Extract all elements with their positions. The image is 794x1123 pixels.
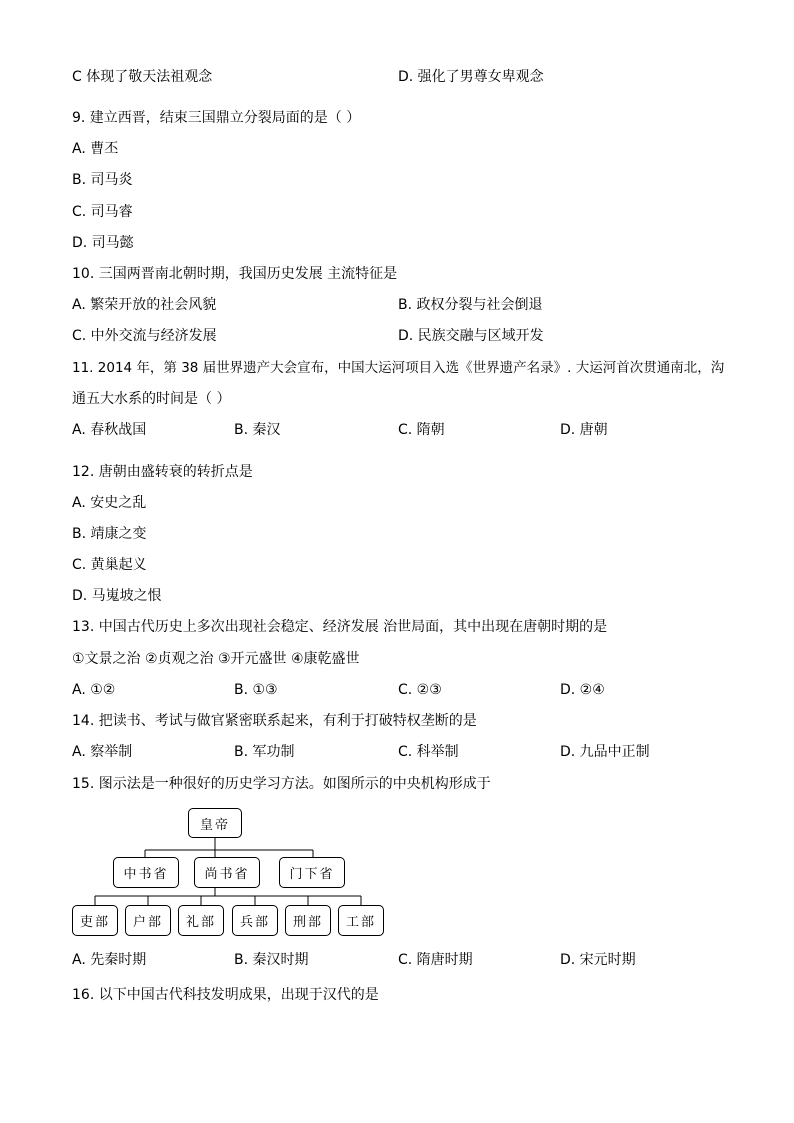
q9-option-c: C. 司马睿 — [72, 204, 133, 220]
diagram-box-bing: 兵部 — [232, 905, 278, 936]
q12-option-a: A. 安史之乱 — [72, 495, 147, 511]
q15-option-b: B. 秦汉时期 — [234, 952, 309, 968]
q10-option-d: D. 民族交融与区域开发 — [398, 328, 544, 344]
q11-option-c: C. 隋朝 — [398, 422, 445, 438]
q11-option-a: A. 春秋战国 — [72, 422, 147, 438]
diagram-box-menxia: 门下省 — [279, 857, 345, 888]
q9-option-b: B. 司马炎 — [72, 172, 133, 188]
q13-option-b: B. ①③ — [234, 682, 278, 698]
central-government-diagram — [70, 805, 390, 940]
q14-stem: 14. 把读书、考试与做官紧密联系起来，有利于打破特权垄断的是 — [72, 713, 477, 729]
q13-option-a: A. ①② — [72, 682, 116, 698]
diagram-box-shangshu: 尚书省 — [194, 857, 260, 888]
q12-option-d: D. 马嵬坡之恨 — [72, 588, 162, 604]
diagram-box-xing: 刑部 — [285, 905, 331, 936]
q13-stem: 13. 中国古代历史上多次出现社会稳定、经济发展 治世局面，其中出现在唐朝时期的是 — [72, 619, 608, 635]
diagram-box-emperor: 皇帝 — [188, 808, 242, 838]
q8-option-d: D. 强化了男尊女卑观念 — [398, 69, 544, 85]
q11-option-d: D. 唐朝 — [560, 422, 608, 438]
q15-stem: 15. 图示法是一种很好的历史学习方法。如图所示的中央机构形成于 — [72, 776, 491, 792]
diagram-box-gong: 工部 — [338, 905, 384, 936]
q11-option-b: B. 秦汉 — [234, 422, 281, 438]
q14-option-b: B. 军功制 — [234, 744, 295, 760]
q12-option-c: C. 黄巢起义 — [72, 557, 147, 573]
diagram-box-hu: 户部 — [125, 905, 171, 936]
q16-stem: 16. 以下中国古代科技发明成果，出现于汉代的是 — [72, 987, 379, 1003]
q15-option-c: C. 隋唐时期 — [398, 952, 473, 968]
q8-option-c: C 体现了敬天法祖观念 — [72, 69, 213, 85]
q12-option-b: B. 靖康之变 — [72, 526, 147, 542]
diagram-box-zhongshu: 中书省 — [113, 857, 179, 888]
q10-stem: 10. 三国两晋南北朝时期，我国历史发展 主流特征是 — [72, 266, 398, 282]
q15-option-a: A. 先秦时期 — [72, 952, 147, 968]
q15-option-d: D. 宋元时期 — [560, 952, 636, 968]
q9-option-a: A. 曹丕 — [72, 141, 119, 157]
q10-option-b: B. 政权分裂与社会倒退 — [398, 297, 543, 313]
q13-items: ①文景之治 ②贞观之治 ③开元盛世 ④康乾盛世 — [72, 651, 360, 667]
q9-stem: 9. 建立西晋，结束三国鼎立分裂局面的是（ ） — [72, 110, 361, 126]
q13-option-d: D. ②④ — [560, 682, 605, 698]
q12-stem: 12. 唐朝由盛转衰的转折点是 — [72, 464, 253, 480]
q14-option-a: A. 察举制 — [72, 744, 133, 760]
q10-option-c: C. 中外交流与经济发展 — [72, 328, 217, 344]
diagram-box-li-personnel: 吏部 — [72, 905, 118, 936]
q10-option-a: A. 繁荣开放的社会风貌 — [72, 297, 217, 313]
q14-option-d: D. 九品中正制 — [560, 744, 650, 760]
q9-option-d: D. 司马懿 — [72, 235, 134, 251]
q14-option-c: C. 科举制 — [398, 744, 459, 760]
q11-stem-line1: 11. 2014 年，第 38 届世界遗产大会宣布，中国大运河项目入选《世界遗产名录》. 大运河首次贯通南北，沟 — [72, 360, 725, 376]
q11-stem-line2: 通五大水系的时间是（ ） — [72, 391, 231, 407]
q13-option-c: C. ②③ — [398, 682, 442, 698]
diagram-box-li-rites: 礼部 — [178, 905, 224, 936]
